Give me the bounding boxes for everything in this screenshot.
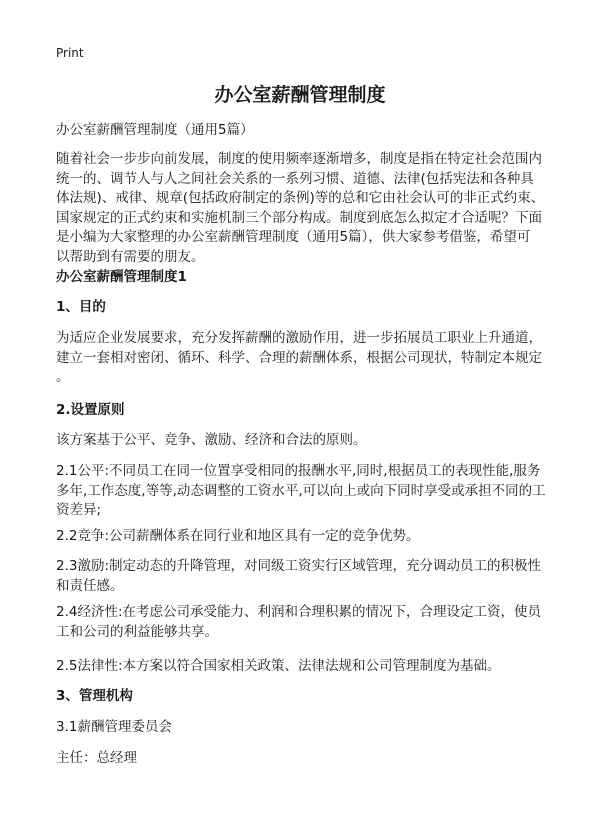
- intro-paragraph: 随着社会一步步向前发展，制度的使用频率逐渐增多，制度是指在特定社会范围内 统一的、调节人与人之间社会关系的一系列习惯、道德、法律(包括宪法和各种具 体法规)、戒律、规章(包括政府制定的条例)等的总和它由社会认可的非正式约束、 国家规定的正式约束和实施机制三个部分构成。制度到底怎么拟定才合适呢？下面 是小编为大家整理的办公室薪酬管理制度（通用5篇），供大家参考借鉴，希望可 以帮助到有需要的朋友。: [56, 151, 545, 265]
- heading-management: 3、管理机构: [56, 688, 133, 704]
- director-paragraph: 主任：总经理: [56, 750, 137, 766]
- economy-paragraph: 2.4经济性:在考虑公司承受能力、利润和合理积累的情况下，合理设定工资，使员 工和公司的利益能够共享。: [56, 604, 542, 640]
- document-subtitle: 办公室薪酬管理制度（通用5篇）: [56, 122, 254, 138]
- incentive-paragraph: 2.3激励:制定动态的升降管理，对同级工资实行区域管理，充分调动员工的积极性 和责任感。: [56, 558, 542, 594]
- page-title: 办公室薪酬管理制度: [214, 84, 386, 106]
- heading-principles: 2.设置原则: [56, 402, 125, 418]
- fairness-paragraph: 2.1公平:不同员工在同一位置享受相同的报酬水平,同时,根据员工的表现性能,服务 多年,工作态度,等等,动态调整的工资水平,可以向上或向下同时享受或承担不同的工 资差异;: [56, 463, 546, 518]
- print-button[interactable]: Print: [56, 46, 84, 60]
- committee-paragraph: 3.1薪酬管理委员会: [56, 719, 172, 735]
- purpose-paragraph: 为适应企业发展要求，充分发挥薪酬的激励作用，进一步拓展员工职业上升通道， 建立一套相对密闭、循环、科学、合理的薪酬体系，根据公司现状，特制定本规定 。: [56, 330, 542, 385]
- legality-paragraph: 2.5法律性:本方案以符合国家相关政策、法律法规和公司管理制度为基础。: [56, 658, 501, 674]
- heading-purpose: 1、目的: [56, 299, 106, 315]
- competition-paragraph: 2.2竞争:公司薪酬体系在同行业和地区具有一定的竞争优势。: [56, 528, 420, 544]
- section-heading: 办公室薪酬管理制度1: [56, 269, 187, 285]
- principles-paragraph: 该方案基于公平、竞争、激励、经济和合法的原则。: [56, 432, 367, 448]
